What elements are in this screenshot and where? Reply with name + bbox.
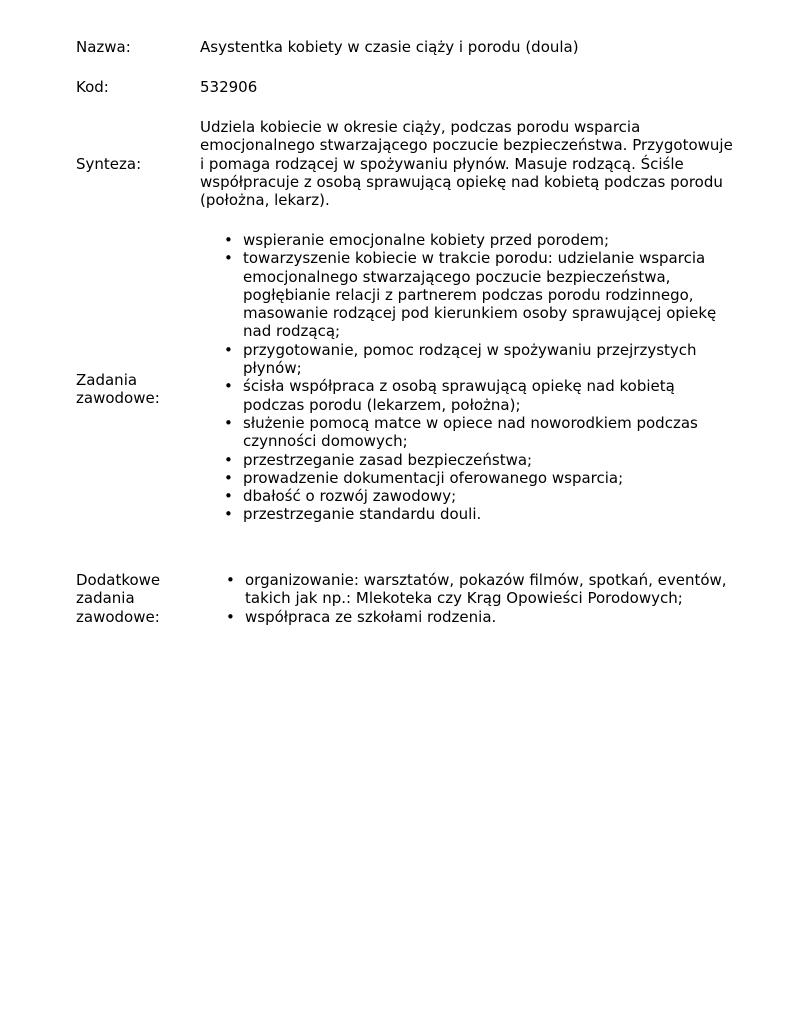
task-line: nad rodzącą; — [243, 322, 341, 341]
task-item — [243, 414, 743, 451]
task-item — [243, 487, 743, 505]
synthesis-line: (położna, lekarz). — [200, 191, 330, 210]
additional-task-line: takich jak np.: Mlekoteka czy Krąg Opowieści Porodowych; — [245, 589, 683, 608]
task-item — [243, 505, 743, 523]
synthesis-label: Synteza: — [76, 155, 142, 173]
task-line: • towarzyszenie kobiecie w trakcie porodu: udzielanie wsparcia — [243, 249, 706, 268]
task-item — [243, 231, 743, 249]
synthesis-line: i pomaga rodzącej w spożywaniu płynów. Masuje rodzącą. Ściśle — [200, 154, 684, 173]
task-line: czynności domowych; — [243, 432, 408, 451]
tasks-list — [243, 231, 743, 524]
additional-task-line: • współpraca ze szkołami rodzenia. — [245, 607, 497, 626]
code-value: 532906 — [200, 78, 258, 96]
synthesis-line: emocjonalnego stwarzającego poczucie bezpieczeństwa. Przygotowuje — [200, 136, 733, 155]
additional-task-item — [245, 571, 755, 608]
task-line: • wspieranie emocjonalne kobiety przed porodem; — [243, 231, 609, 249]
additional-task-line: • organizowanie: warsztatów, pokazów filmów, spotkań, eventów, — [245, 571, 727, 589]
synthesis-text — [200, 118, 760, 209]
task-line: emocjonalnego stwarzającego poczucie bezpieczeństwa, — [243, 267, 671, 286]
code-label: Kod: — [76, 78, 109, 96]
task-line: • przygotowanie, pomoc rodzącej w spożywaniu przejrzystych — [243, 340, 697, 359]
additional-tasks-label — [76, 571, 191, 626]
task-item — [243, 469, 743, 487]
task-line: • prowadzenie dokumentacji oferowanego wsparcia; — [243, 468, 624, 487]
task-line: • służenie pomocą matce w opiece nad noworodkiem podczas — [243, 413, 698, 432]
additional-label-line: Dodatkowe — [76, 571, 161, 589]
task-line: pogłębianie relacji z partnerem podczas porodu rodzinnego, — [243, 285, 694, 304]
tasks-label-line: zawodowe: — [76, 389, 160, 408]
task-line: • przestrzeganie standardu douli. — [243, 505, 482, 524]
additional-tasks-list — [245, 571, 755, 626]
task-item — [243, 451, 743, 469]
task-item — [243, 249, 743, 340]
synthesis-line: Udziela kobiecie w okresie ciąży, podczas porodu wsparcia — [200, 118, 641, 136]
task-line: • przestrzeganie zasad bezpieczeństwa; — [243, 450, 533, 469]
additional-task-item — [245, 608, 755, 626]
name-label: Nazwa: — [76, 38, 131, 56]
task-line: masowanie rodzącej pod kierunkiem osoby sprawującej opiekę — [243, 304, 717, 323]
task-line: • dbałość o rozwój zawodowy; — [243, 487, 457, 506]
tasks-label — [76, 371, 191, 408]
task-item — [243, 341, 743, 378]
task-line: • ścisła współpraca z osobą sprawującą opiekę nad kobietą — [243, 377, 675, 396]
additional-label-line: zawodowe: — [76, 607, 160, 626]
task-item — [243, 377, 743, 414]
tasks-label-line: Zadania — [76, 371, 138, 389]
additional-label-line: zadania — [76, 589, 135, 608]
task-line: podczas porodu (lekarzem, położna); — [243, 395, 521, 414]
name-value: Asystentka kobiety w czasie ciąży i porodu (doula) — [200, 38, 579, 56]
synthesis-line: współpracuje z osobą sprawującą opiekę nad kobietą podczas porodu — [200, 172, 723, 191]
task-line: płynów; — [243, 359, 302, 378]
